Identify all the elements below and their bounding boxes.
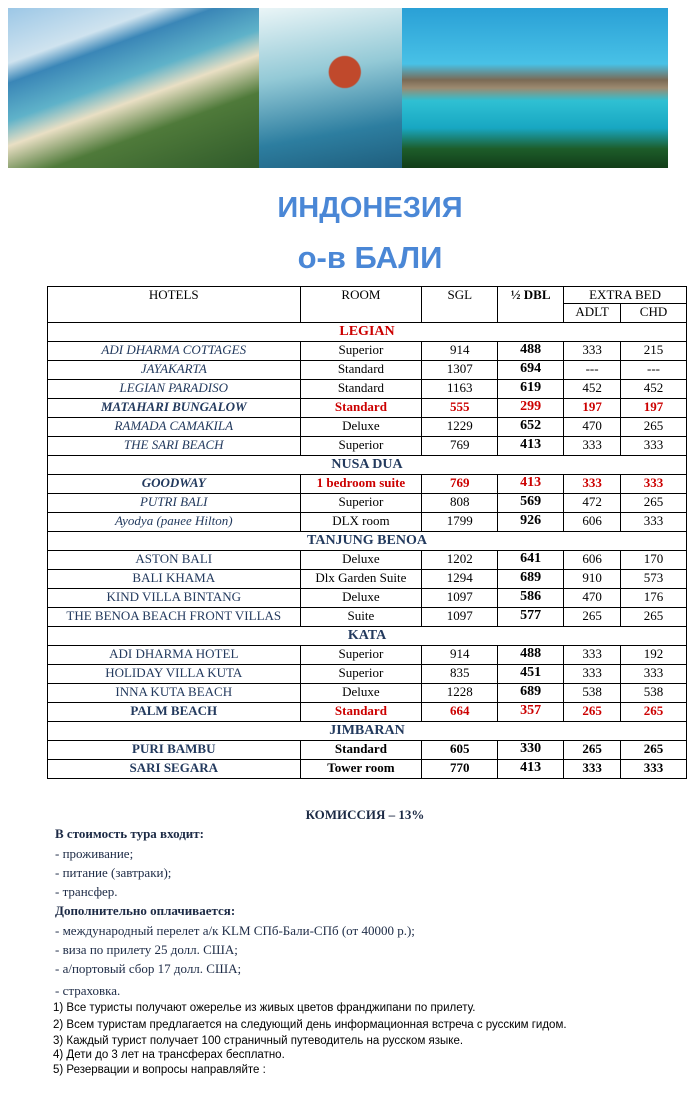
cell-room: Superior — [300, 494, 422, 513]
cell-dbl: 330 — [498, 741, 564, 760]
table-row — [48, 399, 687, 418]
cell-dbl: 413 — [498, 475, 564, 494]
cell-sgl: 835 — [422, 665, 498, 684]
table-row — [48, 646, 687, 665]
cell-room: Suite — [300, 608, 422, 627]
cell-room: Standard — [300, 380, 422, 399]
region-row — [48, 627, 687, 646]
cell-hotel: ADI DHARMA HOTEL — [48, 646, 301, 665]
cell-chd: 170 — [621, 551, 687, 570]
cell-hotel: THE SARI BEACH — [48, 437, 301, 456]
cell-room: Deluxe — [300, 684, 422, 703]
cell-dbl: 586 — [498, 589, 564, 608]
table-row — [48, 589, 687, 608]
cell-room: Superior — [300, 437, 422, 456]
cell-adlt: --- — [564, 361, 621, 380]
cell-chd: 452 — [621, 380, 687, 399]
water-villas-photo — [402, 8, 668, 168]
cell-sgl: 1229 — [422, 418, 498, 437]
table-row — [48, 703, 687, 722]
cell-hotel: MATAHARI BUNGALOW — [48, 399, 301, 418]
cell-dbl: 694 — [498, 361, 564, 380]
table-row — [48, 760, 687, 779]
cell-adlt: 472 — [564, 494, 621, 513]
cell-sgl: 1163 — [422, 380, 498, 399]
cell-chd: 333 — [621, 475, 687, 494]
cell-room: Deluxe — [300, 418, 422, 437]
extra-item: - а/портовый сбор 17 долл. США; — [55, 961, 242, 977]
cell-sgl: 808 — [422, 494, 498, 513]
cell-chd: 333 — [621, 513, 687, 532]
cell-dbl: 299 — [498, 399, 564, 418]
cell-hotel: INNA KUTA BEACH — [48, 684, 301, 703]
cell-adlt: 265 — [564, 608, 621, 627]
hotel-price-table — [47, 286, 687, 779]
cell-adlt: 470 — [564, 418, 621, 437]
table-row — [48, 608, 687, 627]
cell-chd: 265 — [621, 741, 687, 760]
cell-hotel: KIND VILLA BINTANG — [48, 589, 301, 608]
cell-chd: 333 — [621, 760, 687, 779]
surfer-photo — [259, 8, 402, 168]
cell-hotel: RAMADA CAMAKILA — [48, 418, 301, 437]
cell-adlt: 606 — [564, 513, 621, 532]
cell-adlt: 606 — [564, 551, 621, 570]
cell-adlt: 333 — [564, 437, 621, 456]
cell-hotel: LEGIAN PARADISO — [48, 380, 301, 399]
table-row — [48, 361, 687, 380]
cell-dbl: 357 — [498, 703, 564, 722]
cell-room: Superior — [300, 665, 422, 684]
cell-dbl: 689 — [498, 570, 564, 589]
region-row — [48, 532, 687, 551]
cell-adlt: 333 — [564, 475, 621, 494]
cell-adlt: 452 — [564, 380, 621, 399]
table-row — [48, 342, 687, 361]
cell-sgl: 769 — [422, 475, 498, 494]
region-name: NUSA DUA — [48, 456, 687, 475]
table-row — [48, 380, 687, 399]
cell-dbl: 488 — [498, 646, 564, 665]
cell-sgl: 769 — [422, 437, 498, 456]
cell-dbl: 652 — [498, 418, 564, 437]
included-item: - проживание; — [55, 845, 134, 861]
extra-item: - виза по прилету 25 долл. США; — [55, 942, 238, 958]
note-point: 2) Всем туристам предлагается на следующий день информационная встреча с русским гидом. — [53, 1018, 567, 1031]
header-hotels: HOTELS — [48, 287, 301, 323]
cell-chd: 333 — [621, 665, 687, 684]
cell-dbl: 619 — [498, 380, 564, 399]
table-row — [48, 570, 687, 589]
cell-sgl: 914 — [422, 342, 498, 361]
cell-chd: 573 — [621, 570, 687, 589]
cell-room: Standard — [300, 741, 422, 760]
cell-adlt: 333 — [564, 665, 621, 684]
cell-adlt: 333 — [564, 646, 621, 665]
header-room: ROOM — [300, 287, 422, 323]
table-row — [48, 741, 687, 760]
cell-room: Deluxe — [300, 589, 422, 608]
cell-chd: 538 — [621, 684, 687, 703]
cell-hotel: ADI DHARMA COTTAGES — [48, 342, 301, 361]
header-dbl: ½ DBL — [498, 287, 564, 323]
cell-dbl: 577 — [498, 608, 564, 627]
region-row — [48, 323, 687, 342]
cell-hotel: HOLIDAY VILLA KUTA — [48, 665, 301, 684]
included-title: В стоимость тура входит: — [55, 826, 204, 842]
extra-title: Дополнительно оплачивается: — [55, 903, 236, 919]
cell-sgl: 1307 — [422, 361, 498, 380]
cell-dbl: 689 — [498, 684, 564, 703]
page-subtitle: о-в БАЛИ — [297, 240, 443, 275]
note-point: 1) Все туристы получают ожерелье из живых цветов франджипани по прилету. — [53, 1001, 476, 1014]
header-chd: CHD — [621, 304, 687, 323]
cell-dbl: 488 — [498, 342, 564, 361]
table-row — [48, 684, 687, 703]
cell-dbl: 641 — [498, 551, 564, 570]
cell-sgl: 664 — [422, 703, 498, 722]
note-point: 5) Резервации и вопросы направляйте : — [53, 1063, 266, 1076]
cell-chd: 265 — [621, 418, 687, 437]
cell-sgl: 1097 — [422, 589, 498, 608]
cell-chd: 192 — [621, 646, 687, 665]
cell-dbl: 569 — [498, 494, 564, 513]
cell-chd: 265 — [621, 703, 687, 722]
cell-sgl: 914 — [422, 646, 498, 665]
cell-adlt: 470 — [564, 589, 621, 608]
note-point: 4) Дети до 3 лет на трансферах бесплатно. — [53, 1049, 285, 1062]
beach-resort-photo — [8, 8, 259, 168]
cell-adlt: 910 — [564, 570, 621, 589]
cell-hotel: PUTRI BALI — [48, 494, 301, 513]
table-row — [48, 665, 687, 684]
table-row — [48, 418, 687, 437]
cell-sgl: 555 — [422, 399, 498, 418]
cell-sgl: 1202 — [422, 551, 498, 570]
region-name: TANJUNG BENOA — [48, 532, 687, 551]
cell-room: Superior — [300, 342, 422, 361]
cell-dbl: 451 — [498, 665, 564, 684]
cell-adlt: 333 — [564, 760, 621, 779]
cell-adlt: 265 — [564, 703, 621, 722]
cell-room: Dlx Garden Suite — [300, 570, 422, 589]
table-row — [48, 551, 687, 570]
cell-hotel: SARI SEGARA — [48, 760, 301, 779]
cell-room: Standard — [300, 703, 422, 722]
header-adlt: ADLT — [564, 304, 621, 323]
region-name: KATA — [48, 627, 687, 646]
cell-room: 1 bedroom suite — [300, 475, 422, 494]
cell-dbl: 926 — [498, 513, 564, 532]
header-extra-bed: EXTRA BED — [564, 287, 687, 304]
commission: КОМИССИЯ – 13% — [305, 807, 425, 822]
cell-chd: 265 — [621, 608, 687, 627]
cell-chd: 176 — [621, 589, 687, 608]
cell-hotel: ASTON BALI — [48, 551, 301, 570]
cell-sgl: 605 — [422, 741, 498, 760]
table-row — [48, 513, 687, 532]
cell-chd: --- — [621, 361, 687, 380]
cell-hotel: GOODWAY — [48, 475, 301, 494]
cell-adlt: 197 — [564, 399, 621, 418]
cell-adlt: 333 — [564, 342, 621, 361]
cell-chd: 197 — [621, 399, 687, 418]
cell-room: Deluxe — [300, 551, 422, 570]
cell-adlt: 265 — [564, 741, 621, 760]
region-row — [48, 722, 687, 741]
cell-hotel: BALI KHAMA — [48, 570, 301, 589]
cell-dbl: 413 — [498, 760, 564, 779]
cell-chd: 333 — [621, 437, 687, 456]
cell-room: DLX room — [300, 513, 422, 532]
cell-chd: 215 — [621, 342, 687, 361]
cell-sgl: 1799 — [422, 513, 498, 532]
cell-sgl: 1097 — [422, 608, 498, 627]
cell-hotel: THE BENOA BEACH FRONT VILLAS — [48, 608, 301, 627]
cell-hotel: Ayodya (ранее Hilton) — [48, 513, 301, 532]
table-row — [48, 475, 687, 494]
cell-adlt: 538 — [564, 684, 621, 703]
region-row — [48, 456, 687, 475]
cell-room: Superior — [300, 646, 422, 665]
region-name: JIMBARAN — [48, 722, 687, 741]
cell-sgl: 1294 — [422, 570, 498, 589]
header-sgl: SGL — [422, 287, 498, 323]
included-item: - трансфер. — [55, 884, 118, 900]
cell-chd: 265 — [621, 494, 687, 513]
notes — [55, 805, 675, 1077]
note-point: 3) Каждый турист получает 100 страничный путеводитель на русском языке. — [53, 1034, 464, 1047]
cell-room: Tower room — [300, 760, 422, 779]
cell-hotel: PALM BEACH — [48, 703, 301, 722]
extra-item: - международный перелет а/к KLM СПб-Бали-СПб (от 40000 р.); — [55, 922, 415, 938]
cell-dbl: 413 — [498, 437, 564, 456]
page-title: ИНДОНЕЗИЯ — [277, 192, 463, 224]
table-row — [48, 437, 687, 456]
cell-sgl: 1228 — [422, 684, 498, 703]
region-name: LEGIAN — [48, 323, 687, 342]
included-item: - питание (завтраки); — [55, 864, 172, 880]
cell-hotel: JAYAKARTA — [48, 361, 301, 380]
cell-room: Standard — [300, 399, 422, 418]
cell-room: Standard — [300, 361, 422, 380]
extra-item: - страховка. — [55, 982, 121, 998]
cell-hotel: PURI BAMBU — [48, 741, 301, 760]
cell-sgl: 770 — [422, 760, 498, 779]
table-row — [48, 494, 687, 513]
